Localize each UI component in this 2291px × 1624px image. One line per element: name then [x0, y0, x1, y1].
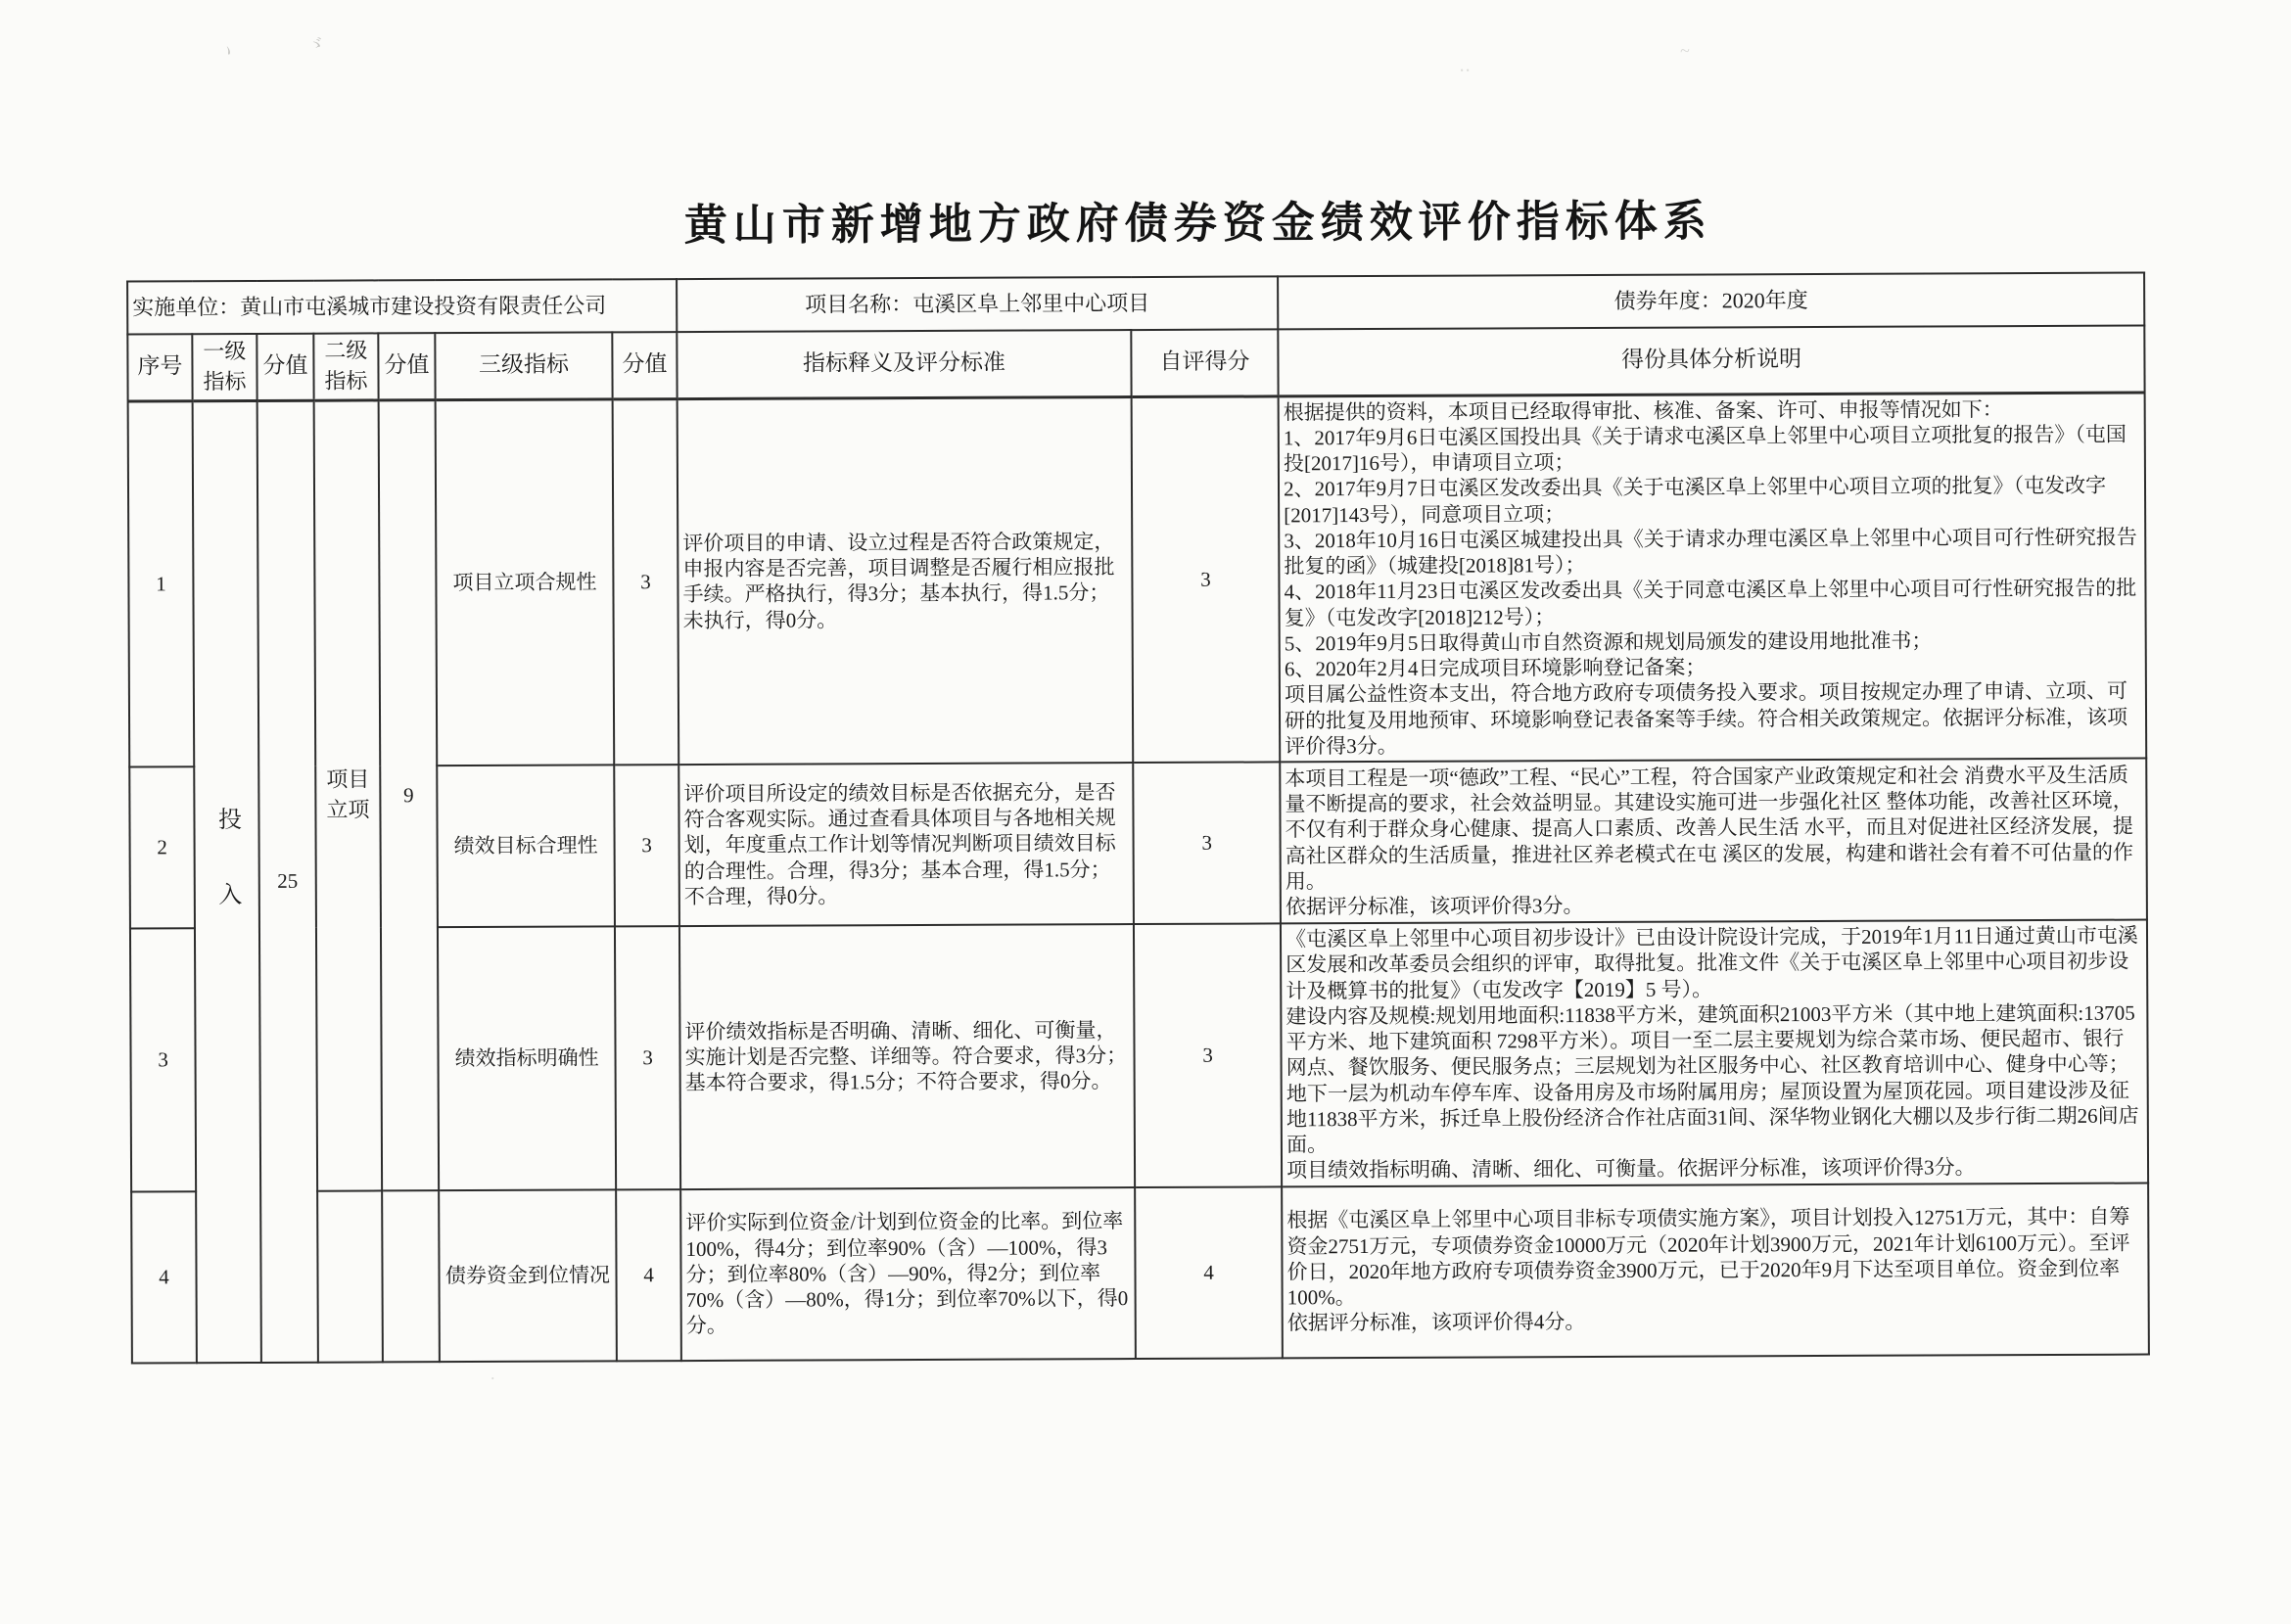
analysis-text: 根据提供的资料，本项目已经取得审批、核准、备案、许可、申报等情况如下： 1、2017年9月6日屯溪区国投出具《关于请求屯溪区阜上邻里中心项目立项批复的报告》（屯国投[2017]16号），申请项目立项； 2、2017年9月7日屯溪区发改委出具《关于屯溪区阜上邻里中心项目立项的批复》（屯发改字[2017]143号），同意项目立项； 3、2018年10月16日屯溪区城建投出具《关于请求办理屯溪区阜上邻里中心项目可行性研究报告批复的函》（城建投[2018]81号）； 4、2018年11月23日屯溪区发改委出具《关于同意屯溪区阜上邻里中心项目可行性研究报告的批复》（屯发改字[2018]212号）； 5、2019年9月5日取得黄山市自然资源和规划局颁发的建设用地批准书； 6、2020年2月4日完成项目环境影响登记备案； 项目属公益性资本支出，符合地方政府专项债务投入要求。项目按规定办理了申请、立项、可研的批复及用地预审、环境影响登记表备案等手续。符合相关政策规定。依据评分标准，该项评价得3分。 [1279, 393, 2147, 763]
col-header-level2 [313, 333, 378, 399]
criteria-text: 评价实际到位资金/计划到位资金的比率。到位率100%，得4分；到位率90%（含）—100%，得3分；到位率80%（含）—90%，得2分；到位率70%（含）—80%，得1分；到位率70%以下，得0分。 [680, 1187, 1136, 1361]
row-seq: 1 [128, 400, 195, 766]
col-header-self-score: 自评得分 [1131, 329, 1278, 396]
analysis-text: 《屯溪区阜上邻里中心项目初步设计》已由设计院设计完成，于2019年1月11日通过黄山市屯溪区发展和改革委员会组织的评审，取得批复。批准文件《关于屯溪区阜上邻里中心项目初步设计及概算书的批复》（屯发改字【2019】5 号）。 建设内容及规模:规划用地面积:11838平方米，建筑面积21003平方米（其中地上建筑面积:13705平方米、地下建筑面积 7298平方米）。项目一至二层主要规划为综合菜市场、便民超市、银行网点、餐饮服务、便民服务点；三层规划为社区服务中心、社区教育培训中心、健身中心等；地下一层为机动车停车库、设备用房及市场附属用房；屋顶设置为屋顶花园。项目建设涉及征地11838平方米，拆迁阜上股份经济合作社店面31间、深华物业钢化大棚以及步行街二期26间店面。 项目绩效指标明确、清晰、细化、可衡量。依据评分标准，该项评价得3分。 [1281, 920, 2148, 1186]
level2-indicator-cell-empty [317, 1190, 383, 1362]
row-seq: 3 [130, 928, 196, 1191]
col-header-criteria: 指标释义及评分标准 [677, 330, 1131, 398]
col-header-level3: 三级指标 [435, 332, 612, 399]
col-header-score1: 分值 [257, 334, 313, 400]
analysis-text: 本项目工程是一项“德政”工程、“民心”工程，符合国家产业政策规定和社会 消费水平及生活质量不断提高的要求，社会效益明显。其建设实施可进一步强化社区 整体功能，改善社区环境，不仅有利于群众身心健康、提高人口素质、改善人民生活 水平，而且对促进社区经济发展，提高社区群众的生活质量，推进社区养老模式在屯 溪区的发展，构建和谐社会有着不可估量的作用。 依据评分标准，该项评价得3分。 [1280, 759, 2147, 924]
header-row [127, 326, 2144, 401]
indicator-score: 4 [616, 1189, 681, 1361]
implementing-unit: 实施单位：黄山市屯溪城市建设投资有限责任公司 [127, 279, 677, 334]
table-row-1 [128, 393, 2147, 767]
criteria-text: 评价项目所设定的绩效目标是否依据充分，是否符合客观实际。通过查看具体项目与各地相关规划，年度重点工作计划等情况判断项目绩效目标的合理性。合理，得3分；基本合理，得1.5分；不合理，得0分。 [678, 763, 1134, 926]
col-header-level1-label: 一级指标 [203, 339, 247, 394]
indicator-table [126, 272, 2150, 1365]
scan-artifact: . [490, 1363, 495, 1383]
level2-indicator-label: 项目立项 [326, 766, 370, 822]
col-header-score3: 分值 [612, 332, 677, 398]
criteria-text: 评价项目的申请、设立过程是否符合政策规定，申报内容是否完善，项目调整是否履行相应报批手续。严格执行，得3分；基本执行，得1.5分；未执行，得0分。 [678, 396, 1134, 765]
row-seq: 4 [131, 1191, 197, 1363]
info-row [127, 273, 2144, 335]
scan-artifact: ヽ [215, 38, 240, 64]
col-header-score2: 分值 [378, 333, 435, 399]
self-score: 4 [1135, 1186, 1283, 1359]
bond-year: 债券年度：2020年度 [1278, 273, 2144, 330]
scan-artifact: ~ [1680, 40, 1690, 61]
level3-indicator: 绩效指标明确性 [438, 926, 616, 1189]
col-header-seq: 序号 [127, 334, 192, 400]
scan-artifact: ゞ [304, 32, 328, 57]
table-row-4 [131, 1183, 2149, 1363]
self-score: 3 [1132, 396, 1281, 764]
level3-indicator: 绩效目标合理性 [437, 765, 615, 927]
col-header-analysis: 得份具体分析说明 [1278, 326, 2144, 396]
level3-indicator: 债券资金到位情况 [439, 1189, 617, 1362]
analysis-text: 根据《屯溪区阜上邻里中心项目非标专项债实施方案》，项目计划投入12751万元，其中：自筹资金2751万元，专项债券资金10000万元（2020年计划3900万元，2021年计划6100万元）。至评价日，2020年地方政府专项债券资金3900万元，已于2020年9月下达至项目单位。资金到位率100%。 依据评分标准，该项评价得4分。 [1282, 1183, 2149, 1358]
self-score: 3 [1134, 923, 1282, 1186]
row-seq: 2 [129, 766, 195, 928]
col-header-level1 [192, 334, 257, 400]
level1-indicator-cell [193, 400, 261, 1363]
level1-score-cell: 25 [257, 400, 318, 1363]
col-header-level2-label: 二级指标 [324, 338, 368, 394]
self-score: 3 [1133, 762, 1281, 924]
level1-indicator-label: 投入 [213, 806, 241, 957]
criteria-text: 评价绩效指标是否明确、清晰、细化、可衡量，实施计划是否完整、详细等。符合要求，得3分；基本符合要求，得1.5分；不符合要求，得0分。 [679, 924, 1135, 1189]
indicator-score: 3 [613, 398, 679, 765]
level2-score-cell-empty [382, 1190, 440, 1362]
page-title: 黄山市新增地方政府债券资金绩效评价指标体系 [683, 197, 1712, 251]
indicator-score: 3 [615, 926, 680, 1189]
level3-indicator: 项目立项合规性 [436, 398, 615, 766]
indicator-score: 3 [614, 765, 679, 926]
level2-score-cell: 9 [379, 399, 440, 1190]
scan-artifact: ‥ [1459, 55, 1472, 75]
level2-indicator-cell [314, 400, 383, 1191]
project-name: 项目名称：屯溪区阜上邻里中心项目 [677, 276, 1278, 332]
